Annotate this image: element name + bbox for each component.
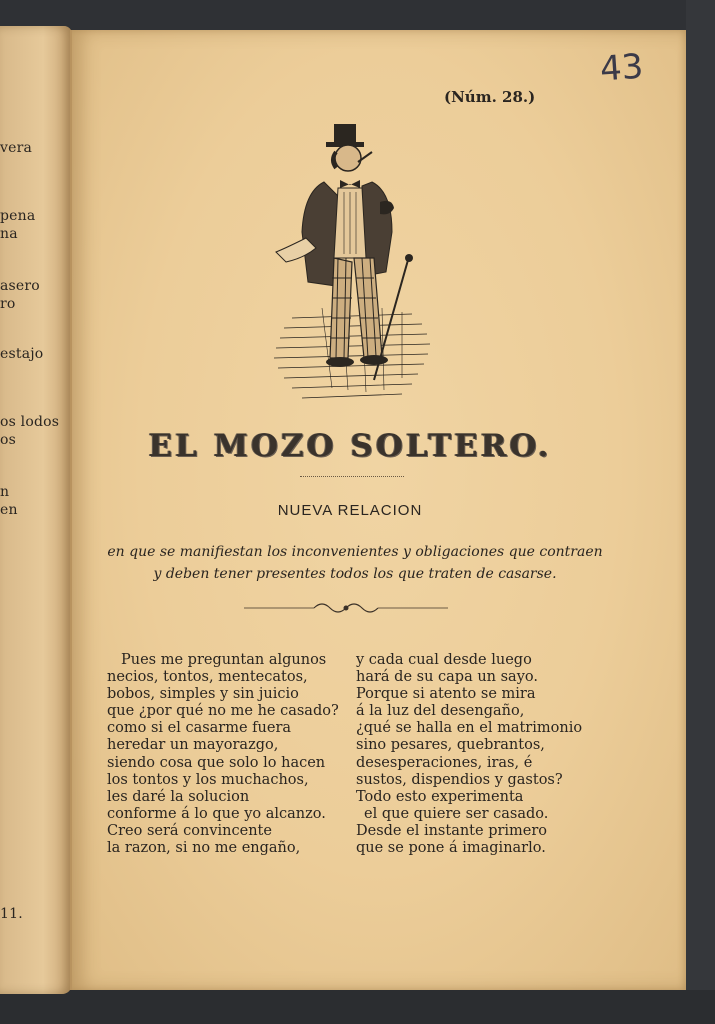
verse-line: desesperaciones, iras, é [356, 754, 533, 771]
verse-line: conforme á lo que yo alcanzo. [107, 805, 326, 822]
verse-line: Todo esto experimenta [356, 788, 524, 805]
verse-line: les daré la solucion [107, 788, 250, 805]
verse-line: Pues me preguntan algunos [121, 652, 327, 668]
left-page-line: estajo [0, 346, 44, 362]
verse-line: como si el casarme fuera [107, 720, 292, 737]
left-page-line: ro [0, 296, 16, 312]
left-page [0, 26, 72, 994]
left-page-line: pena [0, 208, 36, 224]
scan-background-top [0, 0, 715, 30]
gentleman-engraving-illustration [262, 118, 438, 414]
description-line: en que se manifiestan los inconvenientes y obligaciones que contraen [107, 544, 603, 560]
verse-line: heredar un mayorazgo, [107, 737, 279, 754]
verse-line: el que quiere ser casado. [364, 805, 549, 822]
scan-background-right [686, 0, 715, 1024]
verse-column-left [107, 652, 347, 857]
verse-line: necios, tontos, mentecatos, [107, 669, 308, 686]
left-page-line: n [0, 484, 10, 500]
poem-subtitle: NUEVA RELACION [277, 502, 423, 519]
verse-line: Creo será convincente [107, 822, 272, 839]
poem-title: EL MOZO SOLTERO. [148, 428, 552, 464]
verse-line: ¿qué se halla en el matrimonio [356, 720, 583, 737]
verse-line: los tontos y los muchachos, [107, 771, 309, 788]
verse-column-right [356, 652, 606, 857]
verse-line: hará de su capa un sayo. [356, 669, 538, 686]
handwritten-page-number: 43 [598, 46, 645, 90]
verse-line: Desde el instante primero [356, 822, 548, 839]
verse-line: bobos, simples y sin juicio [107, 686, 299, 703]
left-page-line: os [0, 432, 17, 448]
issue-number: (Núm. 28.) [444, 88, 536, 106]
left-page-line: na [0, 226, 18, 242]
ornamental-divider [244, 598, 448, 618]
scan-background-bottom [0, 990, 715, 1024]
verse-line: y cada cual desde luego [356, 652, 532, 668]
verse-line: que se pone á imaginarlo. [356, 840, 546, 857]
left-page-line: vera [0, 140, 33, 156]
left-page-line: asero [0, 278, 40, 294]
verse-line: que ¿por qué no me he casado? [107, 703, 339, 720]
verse-line: Porque si atento se mira [356, 686, 536, 703]
description-line: y deben tener presentes todos los que traten de casarse. [153, 566, 557, 582]
verse-line: sustos, dispendios y gastos? [356, 771, 563, 788]
left-page-line: os lodos [0, 414, 60, 430]
left-page-footer: 11. [0, 906, 23, 922]
verse-line: siendo cosa que solo lo hacen [107, 754, 326, 771]
verse-line: la razon, si no me engaño, [107, 840, 301, 857]
verse-line: á la luz del desengaño, [356, 703, 525, 720]
title-divider [300, 476, 404, 479]
verse-line: sino pesares, quebrantos, [356, 737, 545, 754]
left-page-line: en [0, 502, 18, 518]
